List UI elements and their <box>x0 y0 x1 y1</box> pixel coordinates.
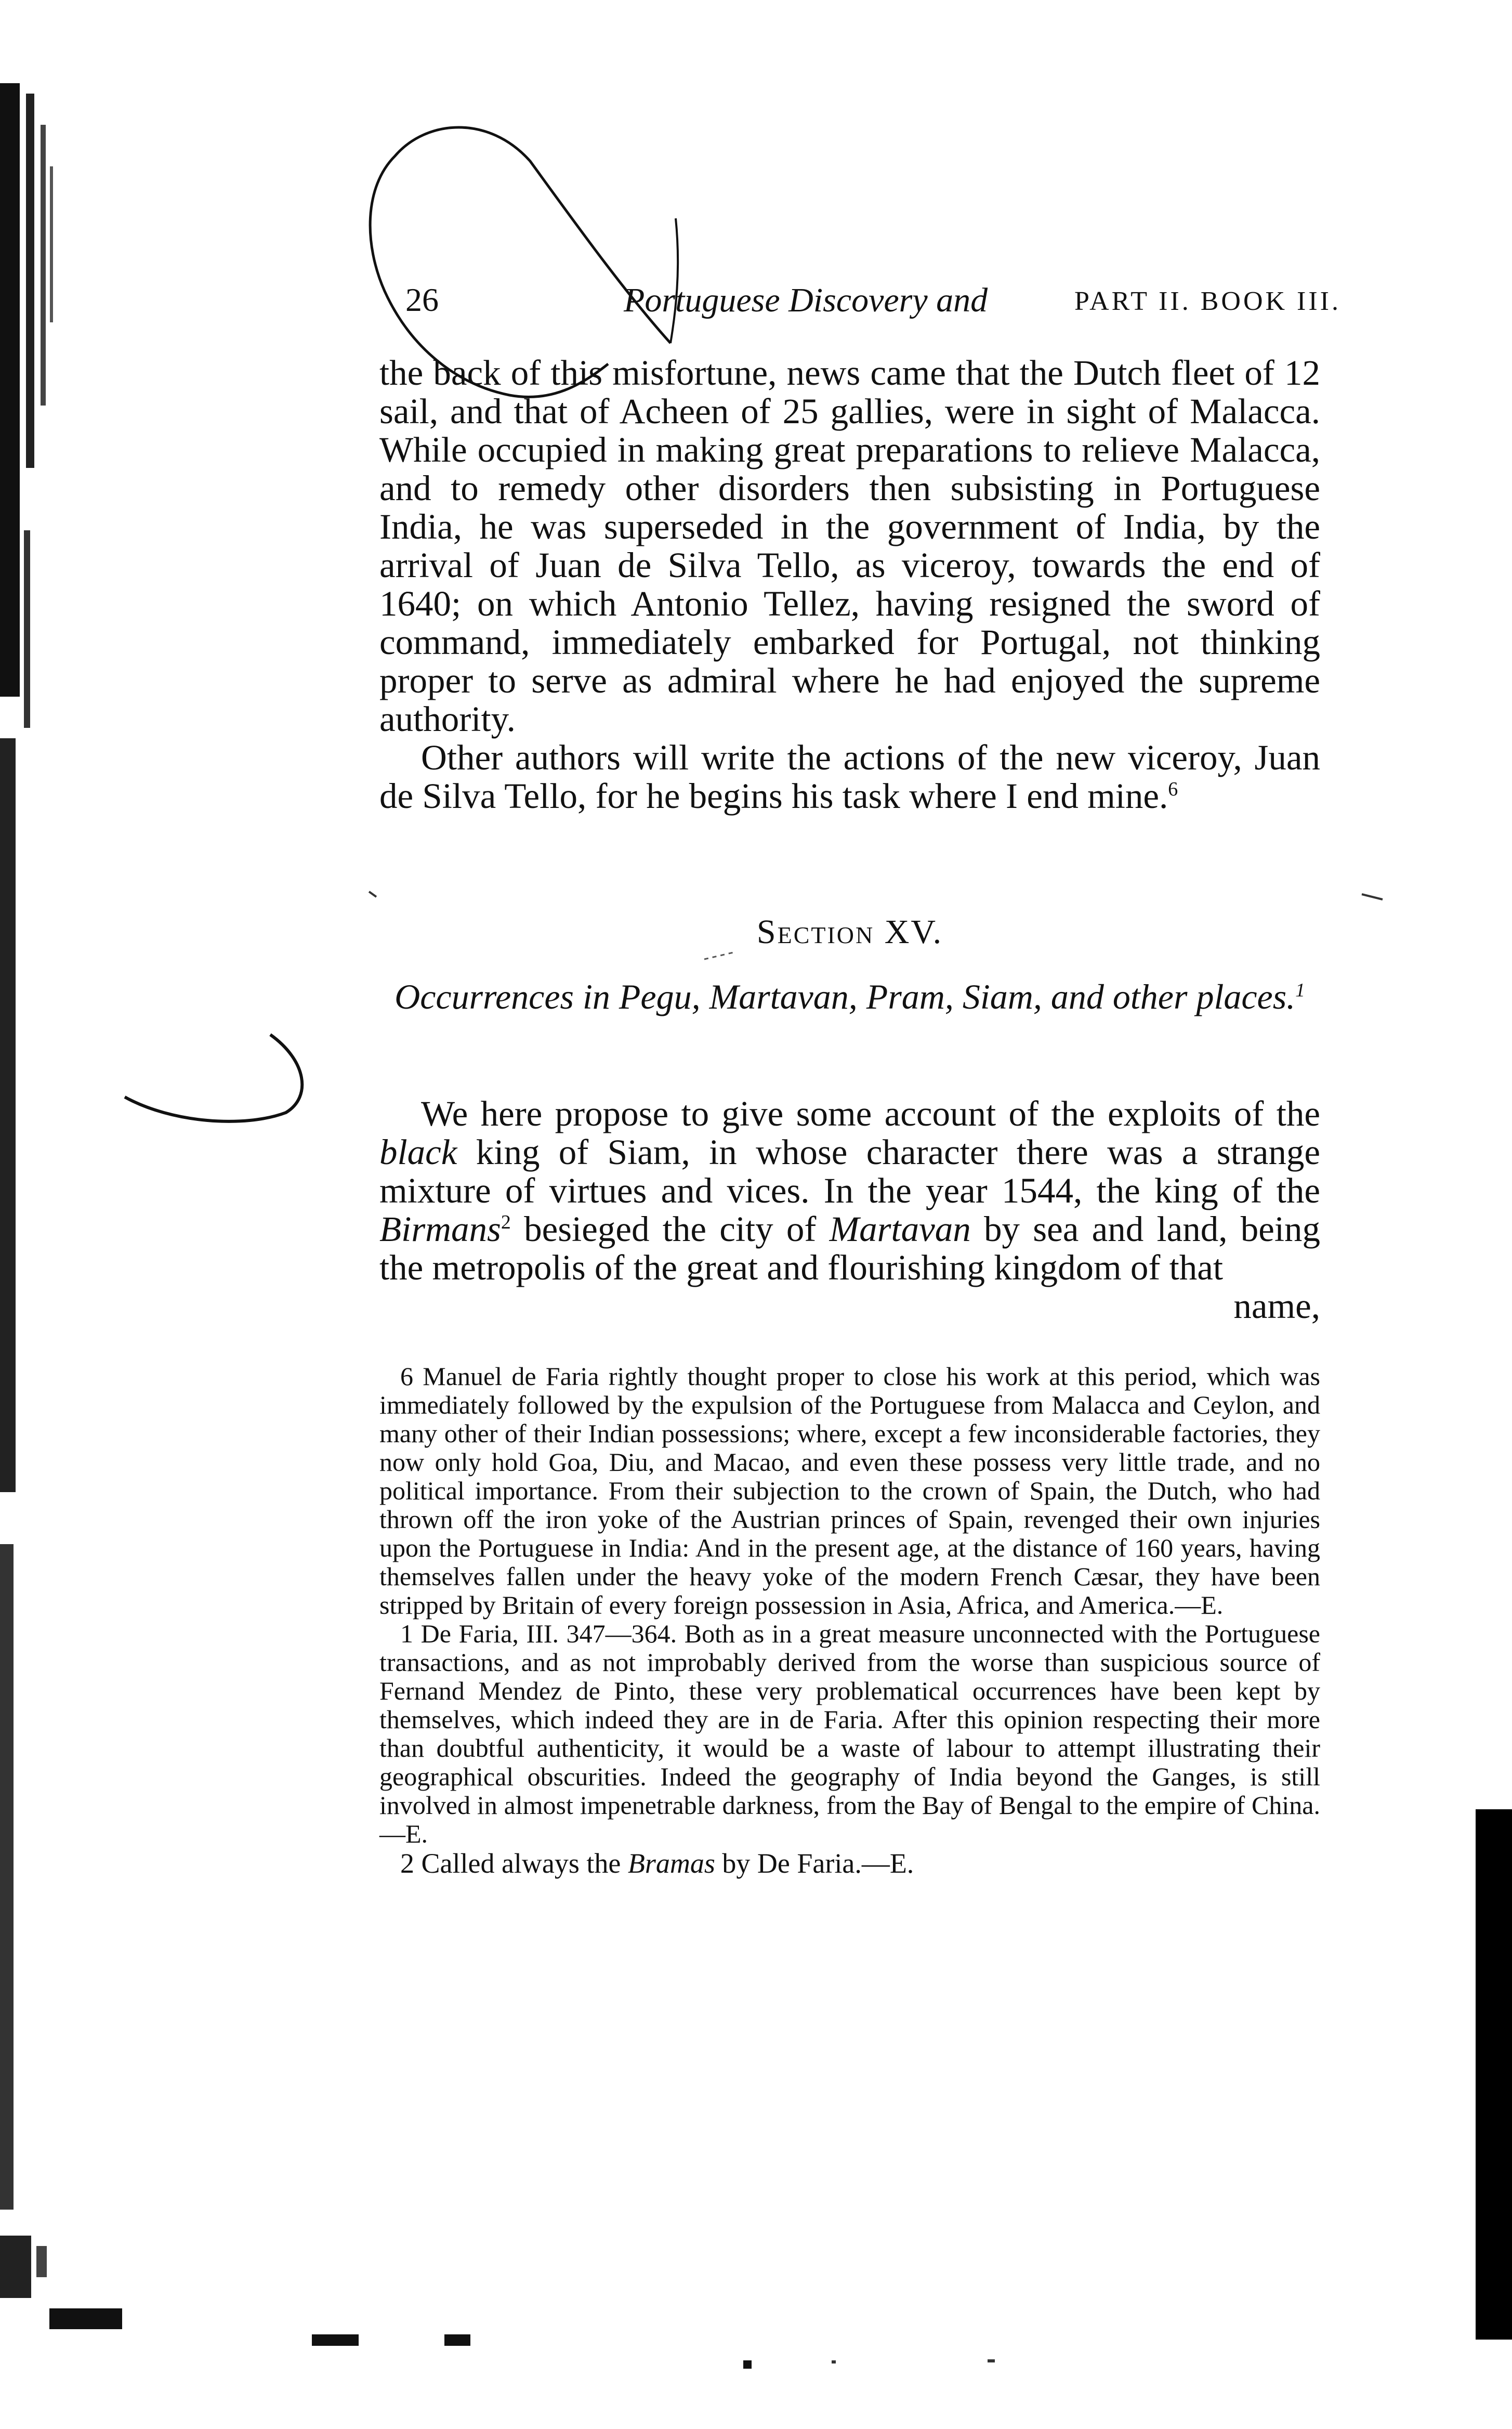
running-title: Portuguese Discovery and <box>624 281 988 319</box>
italic-birmans: Birmans <box>379 1209 501 1249</box>
page-number: 26 <box>405 281 439 318</box>
ink-loop-mark <box>125 1035 302 1121</box>
footnote-ref-1: 1 <box>1295 980 1305 1001</box>
scan-edge-right <box>1476 1809 1512 2340</box>
footnote-ref-2: 2 <box>501 1211 511 1233</box>
section-text-3: besieged the city of <box>524 1209 817 1249</box>
ink-tick-right <box>1362 894 1383 899</box>
footnotes <box>379 1362 1320 1878</box>
ink-dash-section <box>704 952 735 959</box>
paragraph-closing-text: Other authors will write the actions of the new viceroy, Juan de Silva Tello, for he begins his task where I end mine. <box>379 738 1320 816</box>
catchword: name, <box>1233 1286 1320 1326</box>
section-paragraph <box>379 1094 1320 1287</box>
ink-tick-left <box>369 892 376 897</box>
section-text-2: king of Siam, in whose character there was a strange mixture of virtues and vices. In the year 1544, the king of the <box>379 1132 1320 1210</box>
footnote-2-text-b: by De Faria.—E. <box>722 1848 914 1879</box>
paragraph-continued: the back of this misfortune, news came that the Dutch fleet of 12 sail, and that of Acheen of 25 gallies, were in sight of Malacca. While occupied in making great preparations to relieve Malacca, and to remedy other disorders then subsisting in Portuguese India, he was superseded in the government of India, by the arrival of Juan de Silva Tello, as viceroy, towards the end of 1640; on which Antonio Tellez, having resigned the sword of command, immediately embarked for Portugal, not thinking proper to serve as admiral where he had enjoyed the supreme authority. <box>379 353 1320 739</box>
section-body <box>379 1094 1320 1325</box>
running-head <box>405 281 1341 328</box>
italic-martavan: Martavan <box>829 1209 971 1249</box>
footnote-6: 6 Manuel de Faria rightly thought proper to close his work at this period, which was immediately followed by the expulsion of the Portuguese from Malacca and Ceylon, and many other of their Indian possessions; where, except a few inconsiderable factories, they now only hold Goa, Diu, and Macao, and even these possess very little trade, and no political importance. From their subjection to the crown of Spain, the Dutch, who had thrown off the iron yoke of the Austrian princes of Spain, revenged their own injuries upon the Portuguese in India: And in the present age, at the distance of 160 years, having themselves fallen under the heavy yoke of the modern French Cæsar, they have been stripped by Britain of every foreign possession in Asia, Africa, and America.—E. <box>379 1362 1320 1620</box>
italic-bramas: Bramas <box>627 1848 715 1879</box>
section-title: Section XV. <box>756 913 943 951</box>
paragraph-closing <box>379 738 1320 815</box>
scan-edge-left <box>0 62 120 2392</box>
section-subtitle-text: Occurrences in Pegu, Martavan, Pram, Siam, and other places. <box>395 977 1296 1016</box>
section-text-1: We here propose to give some account of the exploits of the <box>421 1094 1320 1133</box>
section-text-4: by sea and land, being the metropolis of the great and flourishing kingdom of that <box>379 1209 1321 1287</box>
scan-bottom-marks <box>0 2298 1512 2429</box>
footnote-1: 1 De Faria, III. 347—364. Both as in a great measure unconnected with the Portuguese transactions, and as not improbably derived from the worse than suspicious source of Fernand Mendez de Pinto, these very problematical occurrences have been kept by themselves, which indeed they are in de Faria. After this opinion respecting their more than doubtful authenticity, it would be a waste of labour to attempt illustrating their geographical obscurities. Indeed the geography of India beyond the Ganges, is still involved in almost impenetrable darkness, from the Bay of Bengal to the empire of China.—E. <box>379 1619 1320 1848</box>
italic-black: black <box>379 1132 457 1172</box>
footnote-2 <box>379 1848 1320 1878</box>
footnote-2-text-a: 2 Called always the <box>400 1848 621 1879</box>
body-text-top <box>379 354 1320 815</box>
section-subtitle <box>379 977 1320 1016</box>
part-book-label: PART II. BOOK III. <box>1074 286 1341 316</box>
footnote-ref-6: 6 <box>1168 778 1178 800</box>
